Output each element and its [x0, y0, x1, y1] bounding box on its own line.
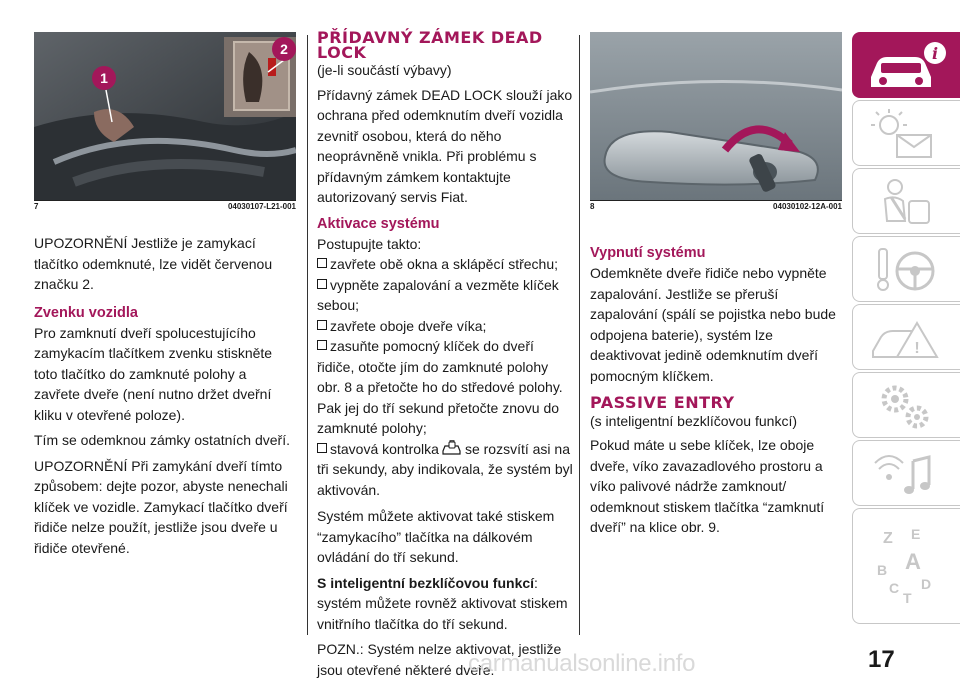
- watermark: carmanualsonline.info: [468, 650, 696, 677]
- column-2: [317, 28, 575, 680]
- tab-index[interactable]: [852, 508, 960, 624]
- figure-number: 8: [590, 202, 595, 211]
- emergency-icon: [853, 305, 960, 371]
- alphabet-index-icon: [853, 509, 960, 625]
- figure-code: 04030102-12A-001: [773, 202, 842, 211]
- safety-icon: [853, 169, 960, 235]
- paragraph-deactivation: Odemkněte dveře řidiče nebo vypněte zapalování. Jestliže se přeruší zapalování (spálí se pojistka nebo bude odpojena baterie), systém lze deaktivovat jedině odemknutím dveří pomocným klíčkem.: [590, 265, 836, 384]
- index-letter: C: [889, 580, 900, 596]
- warning-paragraph-1: UPOZORNĚNÍ Jestliže je zamykací tlačítko odemknuté, lze vidět červenou značku 2.: [34, 235, 273, 292]
- paragraph-outside: Pro zamknutí dveří spolucestujícího zamykacím tlačítkem zvenku stiskněte toto tlačítko do zamknuté polohy a zavřete dveře (není nutno držet dveřní kliku v otevřené poloze).: [34, 324, 273, 423]
- tab-starting-driving[interactable]: [852, 236, 960, 302]
- tab-emergency[interactable]: [852, 304, 960, 370]
- svg-text:!: !: [914, 340, 920, 357]
- bullet-icon: [317, 340, 327, 350]
- paragraph-remote: Systém můžete aktivovat také stiskem “zamykacího” tlačítka na dálkovém ovládání do tří sekund.: [317, 508, 555, 565]
- multimedia-icon: [853, 441, 960, 507]
- bullet-icon: [317, 320, 327, 330]
- step-4: zasuňte pomocný klíček do dveří řidiče, otočte jím do zamknuté polohy obr. 8 a přetočte ho do středové polohy. Pak jej do tří sekund přetočte znovu do zamknuté polohy;: [317, 338, 563, 436]
- door-handle-photo: [34, 32, 296, 201]
- page-number: 17: [868, 646, 895, 673]
- figure-number: 7: [34, 202, 39, 211]
- column-divider-1: [307, 35, 308, 635]
- paragraph-dead-lock-intro: Přídavný zámek DEAD LOCK slouží jako ochrana před odemknutím dveří vozidla zevnitř osobou, která do něho neoprávněně vnikla. Při problému s přídavným zámkem kontaktujte autorizovaný servis Fiat.: [317, 86, 573, 205]
- paragraph-note: POZN.: Systém nelze aktivovat, jestliže jsou otevřené některé dveře.: [317, 641, 562, 678]
- procedure-label: Postupujte takto:: [317, 235, 422, 252]
- door-key-illustration: [590, 32, 842, 200]
- heading-activation: Aktivace systému: [317, 215, 440, 232]
- steering-wheel-icon: [853, 237, 960, 303]
- index-letter: A: [905, 549, 921, 574]
- bullet-icon: [317, 258, 327, 268]
- step-2: vypněte zapalování a vezměte klíček sebou;: [317, 276, 559, 313]
- door-lock-illustration: [34, 32, 296, 200]
- gears-icon: [853, 373, 960, 439]
- paragraph-smart-key: S inteligentní bezklíčovou funkcí: systém můžete rovněž aktivovat stiskem vnitřního tlačítka do tří sekund.: [317, 574, 568, 632]
- subtitle-passive-entry: (s inteligentní bezklíčovou funkcí): [590, 412, 797, 429]
- tab-multimedia[interactable]: [852, 440, 960, 506]
- paragraph-unlock-others: Tím se odemknou zámky ostatních dveří.: [34, 432, 290, 448]
- tab-warning-lights[interactable]: [852, 100, 960, 166]
- car-lock-indicator-icon: [441, 440, 463, 456]
- step-1: zavřete obě okna a sklápěcí střechu;: [317, 254, 575, 275]
- tab-car-info[interactable]: [852, 32, 960, 98]
- door-key-photo: [590, 32, 842, 201]
- figure-7-caption: [34, 200, 296, 214]
- figure-8: [590, 32, 842, 212]
- paragraph-passive-entry: Pokud máte u sebe klíček, lze oboje dveře, víko zavazadlového prostoru a víko palivové nádrže zamknout/ odemknout stiskem tlačítka “zamknutí dveří” na klice obr. 9.: [590, 437, 825, 535]
- tab-maintenance[interactable]: [852, 372, 960, 438]
- index-letter: D: [921, 576, 932, 592]
- index-letter: E: [911, 526, 921, 542]
- callout-1: 1: [100, 70, 108, 86]
- heading-passive-entry: PASSIVE ENTRY: [590, 393, 735, 412]
- figure-7: [34, 32, 296, 212]
- warning-lights-icon: [853, 101, 960, 167]
- step-3: zavřete oboje dveře víka;: [317, 316, 575, 337]
- tab-safety[interactable]: [852, 168, 960, 234]
- svg-text:i: i: [931, 44, 939, 63]
- column-divider-2: [579, 35, 580, 635]
- index-letter: Z: [883, 530, 893, 547]
- warning-paragraph-2: UPOZORNĚNÍ Při zamykání dveří tímto způsobem: dejte pozor, abyste nenechali klíček ve vozidle. Zamykací tlačítko dveří řidiče nelze použít, jestliže jsou dveře u řidiče otevřené.: [34, 457, 288, 556]
- car-info-icon: [853, 33, 960, 99]
- callout-2: 2: [280, 41, 288, 57]
- index-letter: B: [877, 562, 888, 578]
- bullet-icon: [317, 443, 327, 453]
- figure-8-caption: [590, 200, 842, 214]
- subtitle-dead-lock: (je-li součástí výbavy): [317, 62, 452, 78]
- index-letter: T: [903, 590, 912, 606]
- figure-code: 04030107-L21-001: [227, 202, 296, 211]
- bullet-icon: [317, 279, 327, 289]
- heading-deactivation: Vypnutí systému: [590, 245, 706, 261]
- heading-outside-vehicle: Zvenku vozidla: [34, 304, 138, 321]
- heading-dead-lock: PŘÍDAVNÝ ZÁMEK DEAD LOCK: [317, 28, 543, 62]
- step-5: stavová kontrolka se rozsvítí asi na tři sekundy, aby indikovala, že systém byl aktivován.: [317, 440, 573, 498]
